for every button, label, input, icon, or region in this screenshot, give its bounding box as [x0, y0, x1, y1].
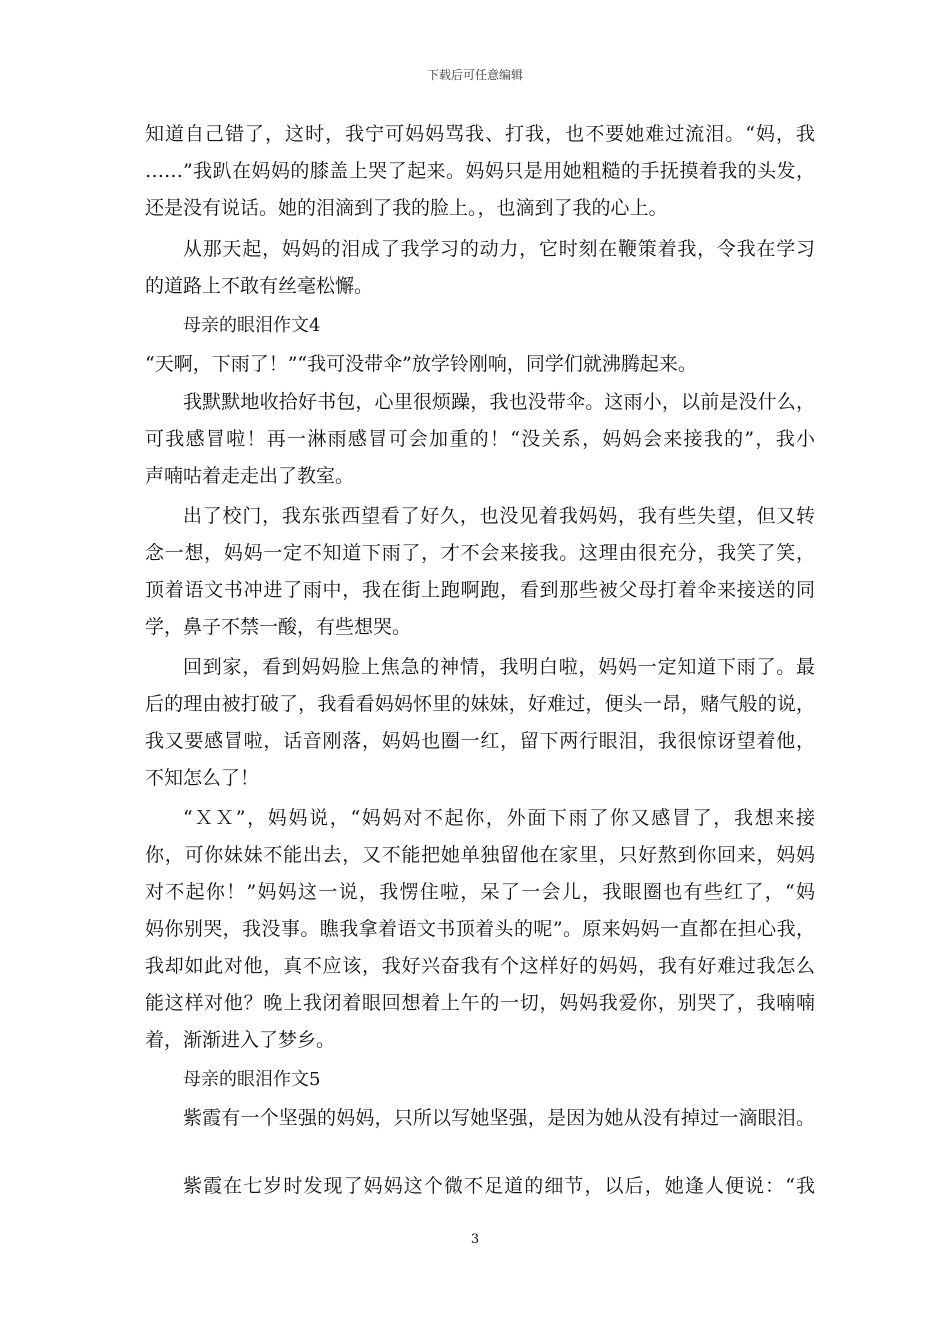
text-line: 紫霞有一个坚强的妈妈，只所以写她坚强，是因为她从没有掉过一滴眼泪。 [183, 1107, 815, 1129]
text-line: 对不起你！”妈妈这一说，我愣住啦，呆了一会儿，我眼圈也有些红了，“妈 [145, 881, 815, 903]
text-line: 我又要感冒啦，话音刚落，妈妈也圈一红，留下两行眼泪，我很惊讶望着他， [145, 730, 815, 752]
text-line: 后的理由被打破了，我看看妈妈怀里的妹妹，好难过，便头一昂，赌气般的说， [145, 693, 815, 715]
text-line: 顶着语文书冲进了雨中，我在街上跑啊跑，看到那些被父母打着伞来接送的同 [145, 579, 815, 601]
text-line: 念一想，妈妈一定不知道下雨了，才不会来接我。这理由很充分，我笑了笑， [145, 542, 815, 564]
text-line: 学，鼻子不禁一酸，有些想哭。 [145, 616, 412, 638]
text-line: 着，渐渐进入了梦乡。 [145, 1029, 336, 1051]
text-line: 从那天起，妈妈的泪成了我学习的动力，它时刻在鞭策着我，令我在学习 [183, 238, 815, 260]
text-line: 我却如此对他，真不应该，我好兴奋我有个这样好的妈妈，我有好难过我怎么 [145, 955, 815, 977]
section-heading: 母亲的眼泪作文4 [183, 315, 321, 336]
text-line: 的道路上不敢有丝毫松懈。 [145, 275, 374, 297]
text-line: 知道自己错了，这时，我宁可妈妈骂我、打我，也不要她难过流泪。“妈，我 [145, 123, 815, 145]
text-line: ……”我趴在妈妈的膝盖上哭了起来。妈妈只是用她粗糙的手抚摸着我的头发， [145, 160, 815, 182]
text-line: 可我感冒啦！再一淋雨感冒可会加重的！“没关系，妈妈会来接我的”，我小 [145, 428, 815, 450]
text-line: 出了校门，我东张西望看了好久，也没见着我妈妈，我有些失望，但又转 [183, 505, 815, 527]
section-heading: 母亲的眼泪作文5 [183, 1069, 321, 1090]
text-line: 我默默地收拾好书包，心里很烦躁，我也没带伞。这雨小，以前是没什么， [183, 391, 815, 413]
text-line: 回到家，看到妈妈脸上焦急的神情，我明白啦，妈妈一定知道下雨了。最 [183, 656, 815, 678]
text-line: 妈你别哭，我没事。瞧我拿着语文书顶着头的呢”。原来妈妈一直都在担心我， [145, 918, 815, 940]
page-header: 下载后可任意编辑 [426, 68, 523, 82]
text-line: “ＸＸ”，妈妈说，“妈妈对不起你，外面下雨了你又感冒了，我想来接 [183, 807, 815, 829]
text-line: 还是没有说话。她的泪滴到了我的脸上。，也滴到了我的心上。 [145, 197, 668, 219]
text-line: 紫霞在七岁时发现了妈妈这个微不足道的细节，以后，她逢人便说：“我 [183, 1175, 815, 1197]
text-line: “天啊，下雨了！”“我可没带伞”放学铃刚响，同学们就沸腾起来。 [145, 353, 697, 375]
text-line: 不知怎么了！ [145, 767, 260, 789]
text-line: 声喃咕着走走出了教室。 [145, 465, 355, 487]
text-line: 你，可你妹妹不能出去，又不能把她单独留他在家里，只好熬到你回来，妈妈 [145, 844, 815, 866]
text-line: 能这样对他？晚上我闭着眼回想着上午的一切，妈妈我爱你，别哭了，我喃喃 [145, 992, 815, 1014]
page-number: 3 [470, 1232, 480, 1247]
